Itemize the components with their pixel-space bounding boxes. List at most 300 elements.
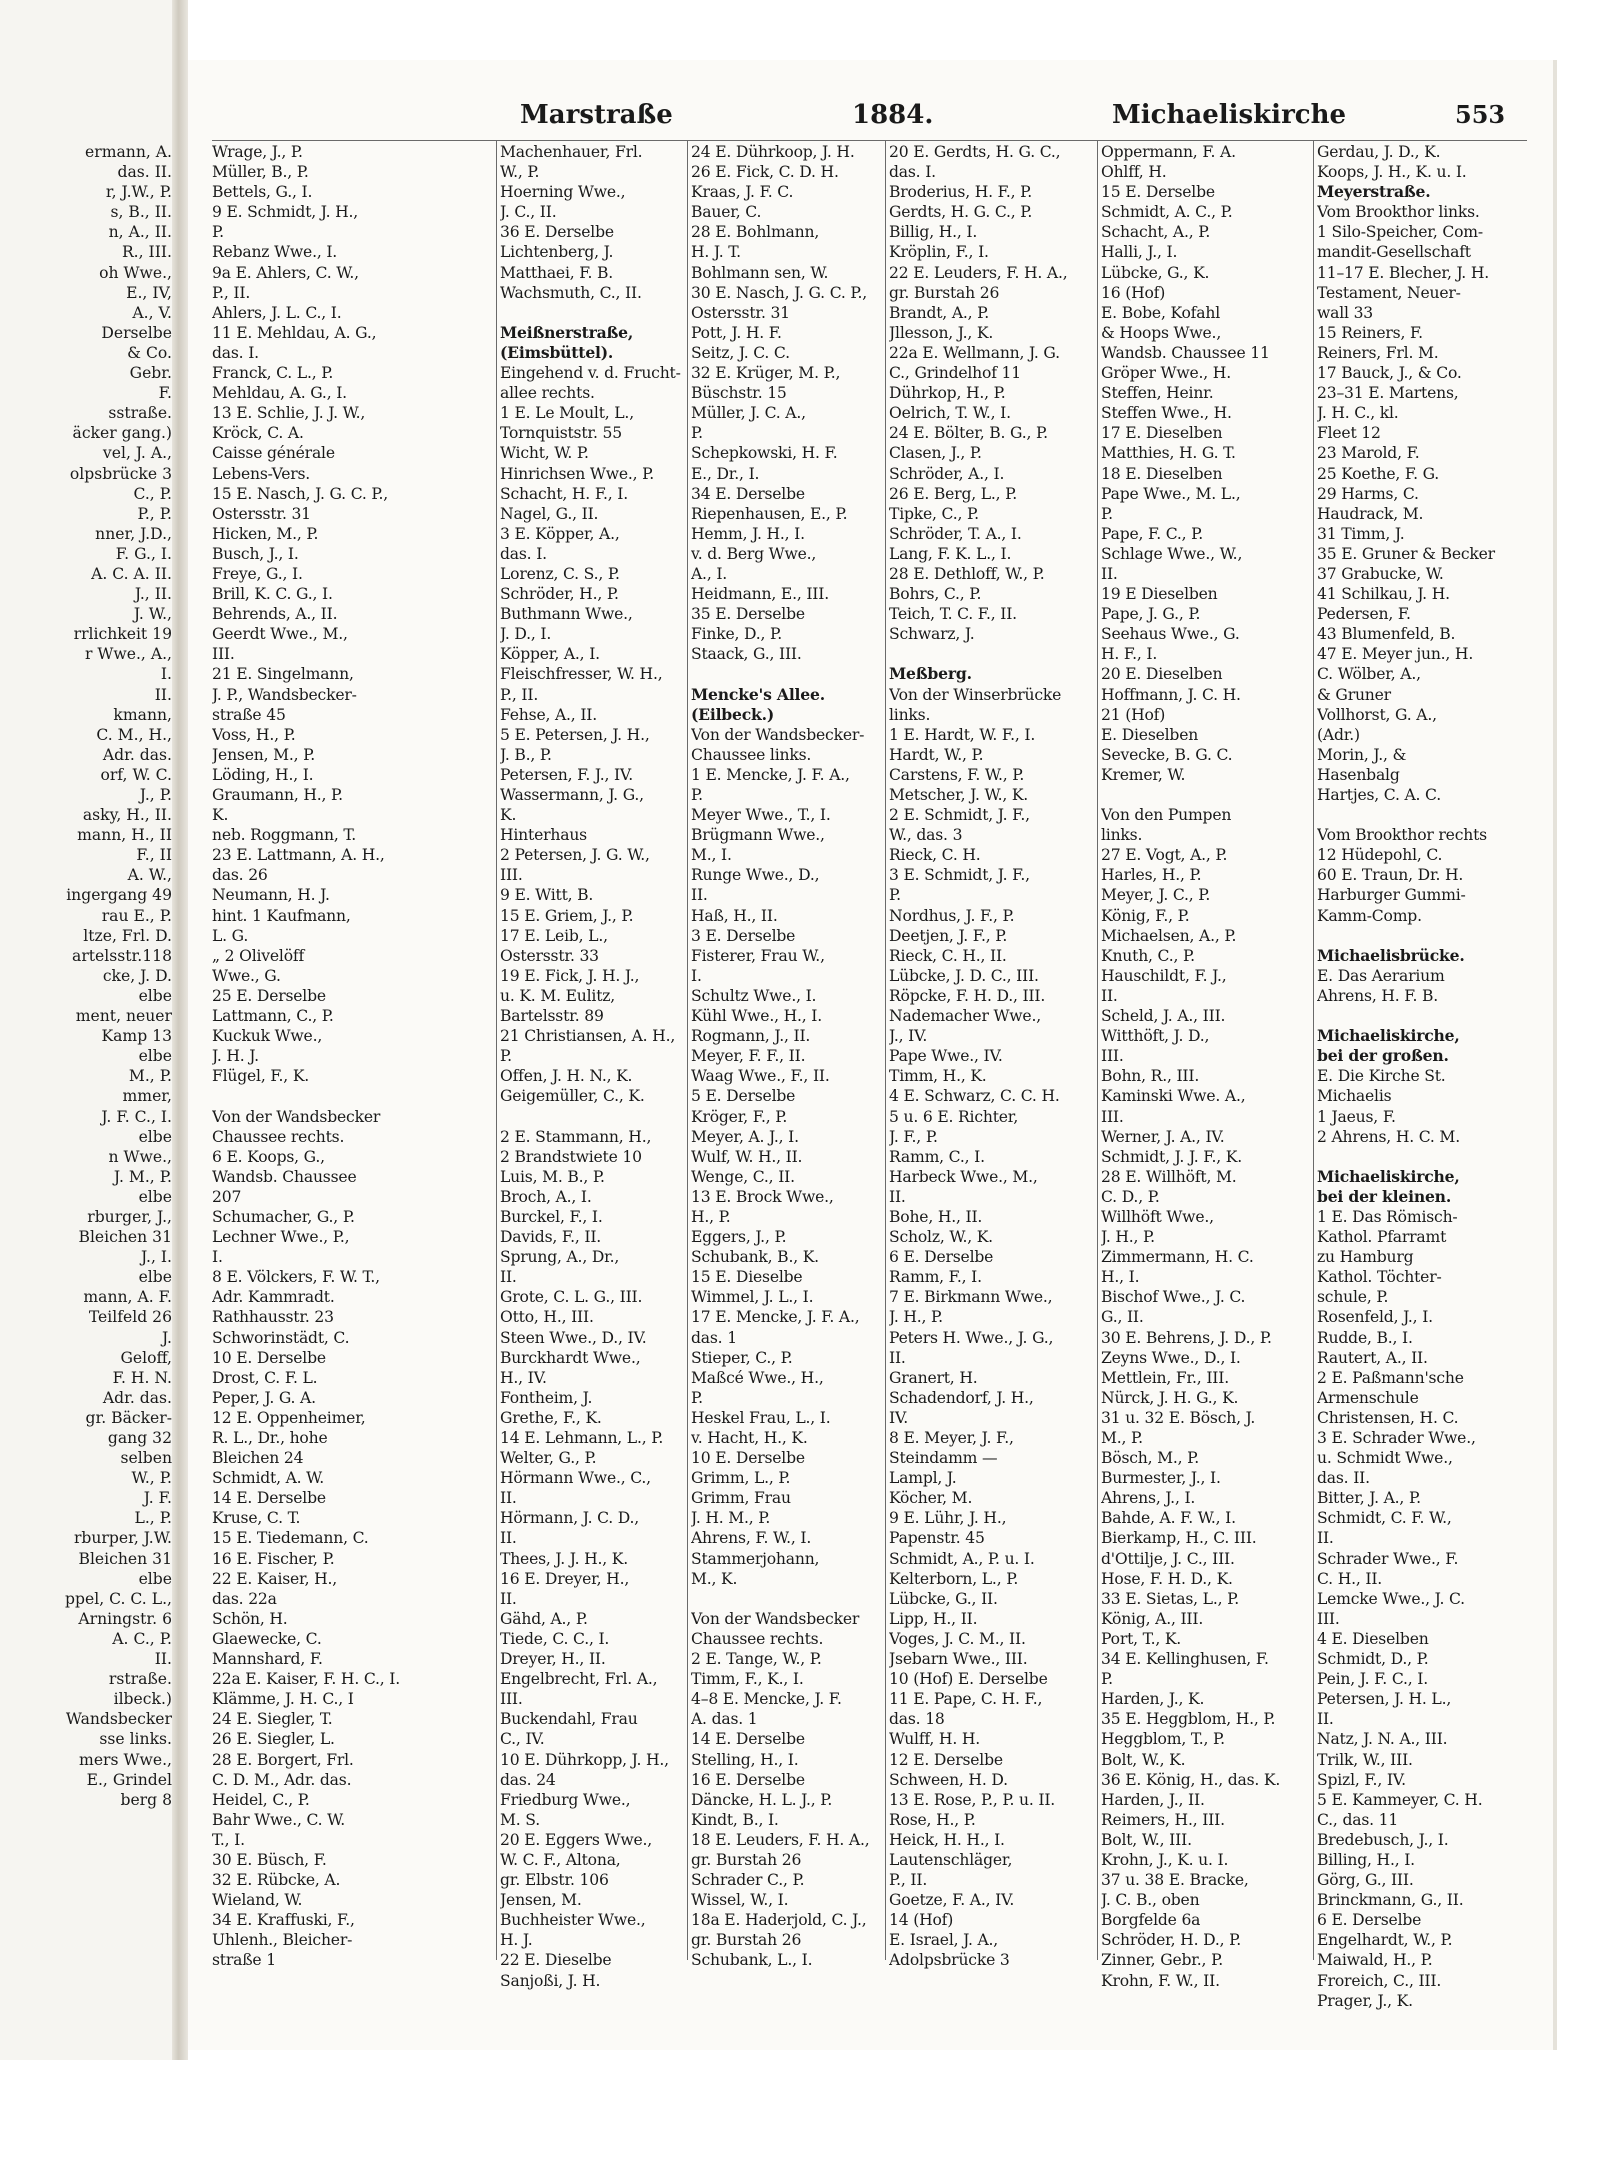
directory-entry: E. Das Aerarium [1317, 966, 1445, 985]
directory-entry: Lübcke, J. D. C., III. [889, 966, 1039, 985]
directory-entry: II. [1101, 986, 1118, 1005]
directory-entry: Rose, H., P. [889, 1810, 976, 1829]
facing-page-entry: rau E., P. [101, 906, 172, 925]
directory-entry: Röpcke, F. H. D., III. [889, 986, 1046, 1005]
facing-page-entry: sse links. [99, 1730, 172, 1749]
directory-entry: bei der großen. [1317, 1046, 1449, 1066]
facing-page-entry: J. W., [133, 605, 172, 624]
directory-entry: Eggers, J., P. [691, 1228, 787, 1247]
directory-entry: Flügel, F., K. [212, 1067, 310, 1086]
directory-entry: (Adr.) [1317, 725, 1360, 744]
directory-entry: Brill, K. C. G., I. [212, 585, 333, 604]
facing-page-entry: r, J.W., P. [105, 183, 172, 202]
directory-entry: Busch, J., I. [212, 544, 299, 563]
directory-entry: Thees, J. J. H., K. [500, 1549, 628, 1568]
directory-entry: Finke, D., P. [691, 625, 782, 644]
directory-entry: Schmidt, J. J. F., K. [1101, 1147, 1242, 1166]
scan-margin [0, 2060, 1600, 2177]
facing-page-entry: das. II. [117, 163, 172, 182]
directory-entry: Ramm, F., I. [889, 1268, 982, 1287]
directory-entry: Hardt, W., P. [889, 745, 984, 764]
directory-entry: Kraas, J. F. C. [691, 183, 794, 202]
directory-entry: 34 E. Kraffuski, F., [212, 1911, 355, 1930]
directory-entry: Fontheim, J. [500, 1388, 593, 1407]
directory-entry: Jensen, M., P. [212, 745, 316, 764]
directory-entry: links. [889, 705, 931, 724]
directory-entry: Schmidt, A., P. u. I. [889, 1549, 1035, 1568]
directory-entry: 10 E. Derselbe [212, 1348, 326, 1367]
directory-entry: 18 E. Dieselben [1101, 464, 1223, 483]
directory-entry: Von der Wandsbecker [691, 1609, 860, 1628]
directory-entry: 1 E. Le Moult, L., [500, 404, 634, 423]
directory-entry: H. J. T. [691, 243, 741, 262]
directory-entry: Meyer, F. F., II. [691, 1047, 806, 1066]
directory-column-4 [889, 142, 1095, 1971]
directory-entry: Tiede, C. C., I. [500, 1629, 610, 1648]
directory-entry: Lattmann, C., P. [212, 1007, 334, 1026]
directory-entry: C., Grindelhof 11 [889, 364, 1021, 383]
directory-entry: Jensen, M. [500, 1891, 582, 1910]
directory-entry: bei der kleinen. [1317, 1186, 1452, 1206]
directory-entry: Wieland, W. [212, 1891, 303, 1910]
directory-entry: Graumann, H., P. [212, 786, 343, 804]
directory-entry: das. 26 [212, 866, 268, 885]
facing-page-entry: Adr. das. [102, 745, 172, 764]
directory-entry: Ostersstr. 33 [500, 946, 599, 965]
directory-entry: 36 E. Derselbe [500, 223, 614, 242]
directory-entry: Köcher, M. [889, 1489, 973, 1508]
directory-entry: Schwarz, J. [889, 625, 975, 644]
directory-entry: Bolt, W., K. [1101, 1750, 1186, 1769]
directory-entry: Wachsmuth, C., II. [500, 283, 642, 302]
directory-entry: Voss, H., P. [212, 725, 296, 744]
directory-entry: 24 E. Bölter, B. G., P. [889, 424, 1048, 443]
directory-entry: Neumann, H. J. [212, 886, 330, 905]
directory-entry: Dreyer, H., II. [500, 1650, 606, 1669]
directory-column-2 [500, 142, 685, 1991]
directory-entry: 2 E. Paßmann'sche [1317, 1368, 1464, 1387]
facing-page-entry: elbe [138, 1187, 172, 1206]
directory-entry: Schubank, B., K. [691, 1248, 819, 1267]
directory-entry: Offen, J. H. N., K. [500, 1067, 633, 1086]
directory-entry: Wandsb. Chaussee [212, 1167, 357, 1186]
directory-entry: Müller, J. C. A., [691, 404, 806, 423]
facing-page-entry: F. G., I. [115, 544, 172, 563]
directory-entry: Seitz, J. C. C. [691, 343, 790, 362]
directory-entry: 34 E. Kellinghusen, F. [1101, 1650, 1269, 1669]
directory-entry: P. [1101, 1670, 1113, 1689]
directory-entry: Schröder, H., P. [500, 585, 619, 604]
directory-entry: II. [1101, 564, 1118, 583]
directory-entry: Engelhardt, W., P. [1317, 1931, 1453, 1950]
directory-entry: 15 E. Tiedemann, C. [212, 1529, 369, 1548]
directory-entry: 2 E. Tange, W., P. [691, 1650, 822, 1669]
directory-entry [1101, 785, 1311, 805]
facing-page-entry: sstraße. [108, 404, 172, 423]
directory-entry: Müller, B., P. [212, 163, 309, 182]
directory-entry: Kuckuk Wwe., [212, 1027, 323, 1046]
directory-entry: Wissel, W., I. [691, 1891, 789, 1910]
facing-page-entry: äcker gang.) [72, 424, 172, 443]
directory-entry: Jllesson, J., K. [889, 323, 994, 342]
directory-entry: Von der Wandsbecker- [691, 725, 865, 744]
directory-entry: Kruse, C. T. [212, 1509, 301, 1528]
directory-entry: J. B., P. [500, 745, 552, 764]
directory-entry: Krohn, F. W., II. [1101, 1971, 1220, 1990]
directory-entry: 5 E. Derselbe [691, 1087, 796, 1106]
directory-entry: Hinterhaus [500, 826, 587, 845]
directory-entry: Köpper, A., I. [500, 645, 600, 664]
directory-entry [691, 1589, 883, 1609]
directory-entry [1317, 926, 1517, 946]
directory-entry: Vom Brookthor links. [1317, 203, 1480, 222]
directory-entry: 23–31 E. Martens, [1317, 384, 1459, 403]
directory-entry: mandit-Gesellschaft [1317, 243, 1471, 262]
directory-entry: 22a E. Kaiser, F. H. C., I. [212, 1670, 400, 1689]
directory-entry: 3 E. Köpper, A., [500, 524, 620, 543]
directory-entry: Drost, C. F. L. [212, 1368, 318, 1387]
directory-entry: Lechner Wwe., P., [212, 1228, 350, 1247]
facing-page-entry: rburper, J.W. [73, 1529, 172, 1548]
directory-entry: Wassermann, J. G., [500, 786, 644, 804]
directory-entry: 16 E. Derselbe [691, 1770, 805, 1789]
directory-entry: Schröder, T. A., I. [889, 524, 1022, 543]
directory-entry: Michaelis [1317, 1087, 1392, 1106]
facing-page-entry: W., P. [131, 1469, 172, 1488]
directory-entry: P. [1101, 504, 1113, 523]
directory-entry: 18 E. Leuders, F. H. A., [691, 1830, 870, 1849]
facing-page-entry: elbe [138, 1127, 172, 1146]
directory-entry: Lebens-Vers. [212, 464, 311, 483]
facing-page-entry: ment, neuer [75, 1007, 172, 1026]
directory-entry: 22a E. Wellmann, J. G. [889, 343, 1060, 362]
directory-entry: 14 E. Derselbe [691, 1730, 805, 1749]
facing-page-entry: Gebr. [129, 364, 172, 383]
directory-entry: Carstens, F. W., P. [889, 765, 1025, 784]
directory-entry: Lübcke, G., II. [889, 1589, 998, 1608]
directory-entry: Pape Wwe., IV. [889, 1047, 1003, 1066]
directory-entry: Hartjes, C. A. C. [1317, 786, 1441, 804]
directory-entry: M., I. [691, 846, 732, 865]
directory-entry: Kremer, W. [1101, 765, 1186, 784]
directory-entry: 15 E. Derselbe [1101, 183, 1215, 202]
directory-entry: Armenschule [1317, 1388, 1419, 1407]
directory-entry: III. [1101, 1107, 1124, 1126]
directory-entry: Reiners, Frl. M. [1317, 343, 1439, 362]
facing-page-entry: J., II. [134, 585, 172, 604]
directory-entry: 11 E. Pape, C. H. F., [889, 1690, 1043, 1709]
directory-entry: W. C. F., Altona, [500, 1850, 621, 1869]
directory-entry: 1 E. Das Römisch- [1317, 1207, 1458, 1226]
directory-entry: Stieper, C., P. [691, 1348, 793, 1367]
directory-entry: III. [500, 866, 523, 885]
facing-page-entry: J. F. [143, 1489, 172, 1508]
directory-entry: T., I. [212, 1830, 245, 1849]
directory-entry: Stammerjohann, [691, 1549, 820, 1568]
directory-entry: Bettels, G., I. [212, 183, 313, 202]
directory-entry: Michaeliskirche, [1317, 1166, 1460, 1186]
directory-entry: (Eimsbüttel). [500, 342, 614, 362]
directory-entry: III. [1317, 1609, 1340, 1628]
directory-entry: Runge Wwe., D., [691, 866, 820, 885]
directory-entry: Fleischfresser, W. H., [500, 665, 663, 684]
directory-entry: Maiwald, H., P. [1317, 1951, 1433, 1970]
directory-entry: Ramm, C., I. [889, 1147, 985, 1166]
directory-column-5 [1101, 142, 1311, 1991]
directory-entry: Lampl, J. [889, 1469, 957, 1488]
directory-entry: Kühl Wwe., H., I. [691, 1007, 822, 1026]
directory-entry: wall 33 [1317, 303, 1374, 322]
directory-entry: Adolpsbrücke 3 [889, 1951, 1010, 1970]
directory-entry: W., das. 3 [889, 826, 963, 845]
directory-entry: Bahr Wwe., C. W. [212, 1810, 346, 1829]
directory-entry: Granert, H. [889, 1368, 978, 1387]
directory-entry: Fehse, A., II. [500, 705, 597, 724]
directory-entry: Clasen, J., P. [889, 444, 982, 463]
directory-entry: 4 E. Dieselben [1317, 1629, 1429, 1648]
directory-entry: Schacht, A., P. [1101, 223, 1211, 242]
directory-entry: M. S. [500, 1810, 540, 1829]
directory-entry: Trilk, W., III. [1317, 1750, 1413, 1769]
directory-entry: Burckhardt Wwe., [500, 1348, 641, 1367]
facing-page-entry: J. F. C., I. [101, 1107, 172, 1126]
directory-entry: 2 E. Stammann, H., [500, 1127, 652, 1146]
directory-entry: Ahrens, H. F. B. [1317, 986, 1438, 1005]
facing-page-entry: II. [154, 685, 172, 704]
directory-entry: K. [212, 806, 229, 825]
directory-entry: 9a E. Ahlers, C. W., [212, 263, 359, 282]
facing-page-entry: orf, W. C. [100, 765, 172, 784]
directory-entry: Matthies, H. G. T. [1101, 444, 1236, 463]
directory-entry: Schmidt, D., P. [1317, 1650, 1429, 1669]
directory-entry: 20 E. Gerdts, H. G. C., [889, 143, 1061, 161]
directory-entry: Luis, M. B., P. [500, 1167, 605, 1186]
directory-entry: gr. Elbstr. 106 [500, 1871, 609, 1890]
directory-entry: Voges, J. C. M., II. [889, 1629, 1026, 1648]
directory-entry: das. 24 [500, 1770, 556, 1789]
facing-page-entry: F. [158, 384, 172, 403]
directory-entry: Steffen Wwe., H. [1101, 404, 1232, 423]
facing-page-entry: rstraße. [108, 1670, 172, 1689]
directory-entry: 4–8 E. Mencke, J. F. [691, 1690, 842, 1709]
directory-entry: Krohn, J., K. u. I. [1101, 1850, 1229, 1869]
directory-entry: J. F., P. [889, 1127, 938, 1146]
directory-entry: Nordhus, J. F., P. [889, 906, 1015, 925]
directory-entry: Ostersstr. 31 [691, 303, 790, 322]
directory-entry: Kelterborn, L., P. [889, 1569, 1019, 1588]
directory-entry: 33 E. Sietas, L., P. [1101, 1589, 1239, 1608]
directory-entry: Hemm, J. H., I. [691, 524, 805, 543]
directory-entry: Billing, H., I. [1317, 1850, 1415, 1869]
directory-entry: Bohn, R., III. [1101, 1067, 1200, 1086]
directory-entry: Däncke, H. L. J., P. [691, 1790, 833, 1809]
directory-entry: 25 Koethe, F. G. [1317, 464, 1440, 483]
facing-page-entry: nner, J.D., [95, 524, 172, 543]
facing-page-entry: elbe [138, 1268, 172, 1287]
directory-entry: Hicken, M., P. [212, 524, 319, 543]
directory-entry: 2 E. Schmidt, J. F., [889, 806, 1030, 825]
directory-entry: P. [500, 1047, 512, 1066]
directory-entry: Hauschildt, F. J., [1101, 966, 1227, 985]
directory-entry: Davids, F., II. [500, 1228, 602, 1247]
directory-entry: Heggblom, T., P. [1101, 1730, 1225, 1749]
directory-entry: gr. Burstah 26 [691, 1931, 802, 1950]
directory-entry: Adr. Kammradt. [212, 1288, 335, 1307]
column-rule [885, 140, 886, 1960]
facing-page-entry: J. [162, 1328, 172, 1347]
directory-entry: 12 E. Oppenheimer, [212, 1408, 366, 1427]
directory-entry: Kröck, C. A. [212, 424, 304, 443]
facing-page-entry: F. H. N. [112, 1368, 172, 1387]
directory-entry: Schworinstädt, C. [212, 1328, 350, 1347]
directory-entry: 16 E. Dreyer, H., [500, 1569, 630, 1588]
directory-entry: 8 E. Meyer, J. F., [889, 1429, 1014, 1447]
directory-entry: u. Schmidt Wwe., [1317, 1449, 1453, 1468]
directory-entry [691, 664, 883, 684]
directory-entry: Halli, J., I. [1101, 243, 1178, 262]
directory-entry: 17 E. Dieselben [1101, 424, 1223, 443]
directory-entry: Lang, F. K. L., I. [889, 544, 1012, 563]
directory-entry: Nagel, G., II. [500, 504, 599, 523]
facing-page-entry: elbe [138, 986, 172, 1005]
directory-entry: Dührkop, H., P. [889, 384, 1006, 403]
directory-entry: 22 E. Kaiser, H., [212, 1569, 338, 1588]
directory-entry: 31 Timm, J. [1317, 524, 1405, 543]
directory-entry: Hinrichsen Wwe., P. [500, 464, 655, 483]
facing-page-entry: olpsbrücke 3 [69, 464, 172, 483]
directory-entry: J., IV. [889, 1027, 928, 1046]
directory-entry: König, F., P. [1101, 906, 1190, 925]
directory-entry: Schween, H. D. [889, 1770, 1008, 1789]
facing-page-entry: ingergang 49 [66, 886, 172, 905]
directory-entry: Knuth, C., P. [1101, 946, 1195, 965]
facing-page-entry: rburger, J., [87, 1207, 172, 1226]
directory-entry: Meyer, J. C., P. [1101, 886, 1211, 905]
directory-entry: Bierkamp, H., C. III. [1101, 1529, 1257, 1548]
directory-entry: Port, T., K. [1101, 1629, 1182, 1648]
directory-entry: C. D. M., Adr. das. [212, 1770, 352, 1789]
directory-entry: gr. Burstah 26 [889, 283, 1000, 302]
directory-entry: Pape, J. G., P. [1101, 605, 1201, 624]
directory-entry: 47 E. Meyer jun., H. [1317, 645, 1474, 664]
directory-entry: 25 E. Derselbe [212, 986, 326, 1005]
directory-entry: Lübcke, G., K. [1101, 263, 1210, 282]
directory-entry: Steffen, Heinr. [1101, 384, 1214, 403]
facing-page-entry: R., III. [121, 243, 172, 262]
directory-entry: 1 Jaeus, F. [1317, 1107, 1396, 1126]
directory-entry: das. 1 [691, 1328, 737, 1347]
directory-entry: 1 E. Hardt, W. F., I. [889, 725, 1036, 744]
directory-entry [1317, 1147, 1517, 1167]
directory-entry: Machenhauer, Frl. [500, 143, 643, 161]
directory-entry: P. [889, 886, 901, 905]
directory-entry: Schacht, H. F., I. [500, 484, 629, 503]
directory-entry: Wulf, W. H., II. [691, 1147, 803, 1166]
directory-entry: Meßberg. [889, 664, 972, 684]
directory-entry: Peters H. Wwe., J. G., [889, 1328, 1054, 1347]
directory-entry: Hasenbalg [1317, 765, 1400, 784]
directory-entry: 6 E. Derselbe [889, 1248, 994, 1267]
directory-entry: 28 E. Bohlmann, [691, 223, 820, 242]
directory-entry: E. Dieselben [1101, 725, 1199, 744]
directory-entry: Pape, F. C., P. [1101, 524, 1204, 543]
header-rule [212, 140, 1527, 141]
directory-entry: Petersen, J. H. L., [1317, 1690, 1452, 1709]
running-head-left: Marstraße [520, 100, 673, 130]
directory-entry: Welter, G., P. [500, 1449, 597, 1468]
directory-entry: Eingehend v. d. Frucht- [500, 364, 681, 383]
facing-page-entry: r Wwe., A., [84, 645, 172, 664]
directory-entry: 32 E. Krüger, M. P., [691, 364, 841, 383]
directory-entry: (Eilbeck.) [691, 704, 775, 724]
directory-entry: Scholz, W., K. [889, 1228, 993, 1247]
directory-entry: J. C., II. [500, 203, 557, 222]
directory-entry: IV. [889, 1408, 909, 1427]
facing-page-entry: elbe [138, 1047, 172, 1066]
directory-entry: 23 Marold, F. [1317, 444, 1420, 463]
directory-entry: Nademacher Wwe., [889, 1007, 1041, 1026]
directory-entry [500, 1107, 685, 1127]
directory-entry: Steen Wwe., D., IV. [500, 1328, 647, 1347]
directory-entry: Vom Brookthor rechts [1317, 826, 1487, 845]
directory-entry: K. [500, 806, 517, 825]
directory-entry: I. [691, 966, 702, 985]
directory-entry: Sevecke, B. G. C. [1101, 745, 1233, 764]
directory-entry: Kröger, F., P. [691, 1107, 788, 1126]
directory-entry: 36 E. König, H., das. K. [1101, 1770, 1281, 1789]
directory-entry: Schmidt, C. F. W., [1317, 1509, 1452, 1528]
directory-entry: J. H. M., P. [691, 1509, 771, 1528]
directory-entry: 3 E. Derselbe [691, 926, 796, 945]
directory-entry: Görg, G., III. [1317, 1871, 1414, 1890]
directory-entry: Harden, J., II. [1101, 1790, 1205, 1809]
directory-entry: Grimm, L., P. [691, 1469, 791, 1488]
directory-entry: 16 (Hof) [1101, 283, 1166, 302]
facing-page-entry: M., P. [128, 1067, 172, 1086]
directory-entry: Waag Wwe., F., II. [691, 1067, 830, 1086]
directory-entry: Timm, H., K. [889, 1067, 987, 1086]
directory-entry: Oelrich, T. W., I. [889, 404, 1011, 423]
directory-entry: 35 E. Gruner & Becker [1317, 544, 1495, 563]
facing-page-entry: E., IV, [126, 283, 172, 302]
directory-entry: Behrends, A., II. [212, 605, 338, 624]
directory-entry: Rosenfeld, J., I. [1317, 1308, 1433, 1327]
directory-entry: J. C. B., oben [1101, 1891, 1200, 1910]
directory-entry: C. D., P. [1101, 1187, 1160, 1206]
directory-entry: 21 (Hof) [1101, 705, 1166, 724]
directory-entry: 30 E. Behrens, J. D., P. [1101, 1328, 1272, 1347]
facing-page-entry: oh Wwe., [99, 263, 172, 282]
directory-entry: 2 Petersen, J. G. W., [500, 846, 650, 865]
directory-entry: Schröder, H. D., P. [1101, 1931, 1241, 1950]
directory-entry: J. D., I. [500, 625, 552, 644]
directory-entry: Schrader Wwe., F. [1317, 1549, 1459, 1568]
facing-page-entry: n, A., II. [108, 223, 172, 242]
directory-entry: Bredebusch, J., I. [1317, 1830, 1449, 1849]
directory-entry: d'Ottilje, J. C., III. [1101, 1549, 1235, 1568]
facing-page-entry: elbe [138, 1569, 172, 1588]
directory-entry: 4 E. Schwarz, C. C. H. [889, 1087, 1060, 1106]
directory-entry: Schepkowski, H. F. [691, 444, 838, 463]
facing-page-entry: ermann, A. [85, 143, 172, 161]
directory-entry: Mencke's Allee. [691, 684, 825, 704]
directory-entry: Schröder, A., I. [889, 464, 1005, 483]
directory-entry: I. [212, 1248, 223, 1267]
directory-entry: Gerdau, J. D., K. [1317, 143, 1441, 161]
directory-entry: Seehaus Wwe., G. [1101, 625, 1240, 644]
column-rule [496, 140, 497, 1960]
directory-entry: 5 E. Kammeyer, C. H. [1317, 1790, 1483, 1809]
